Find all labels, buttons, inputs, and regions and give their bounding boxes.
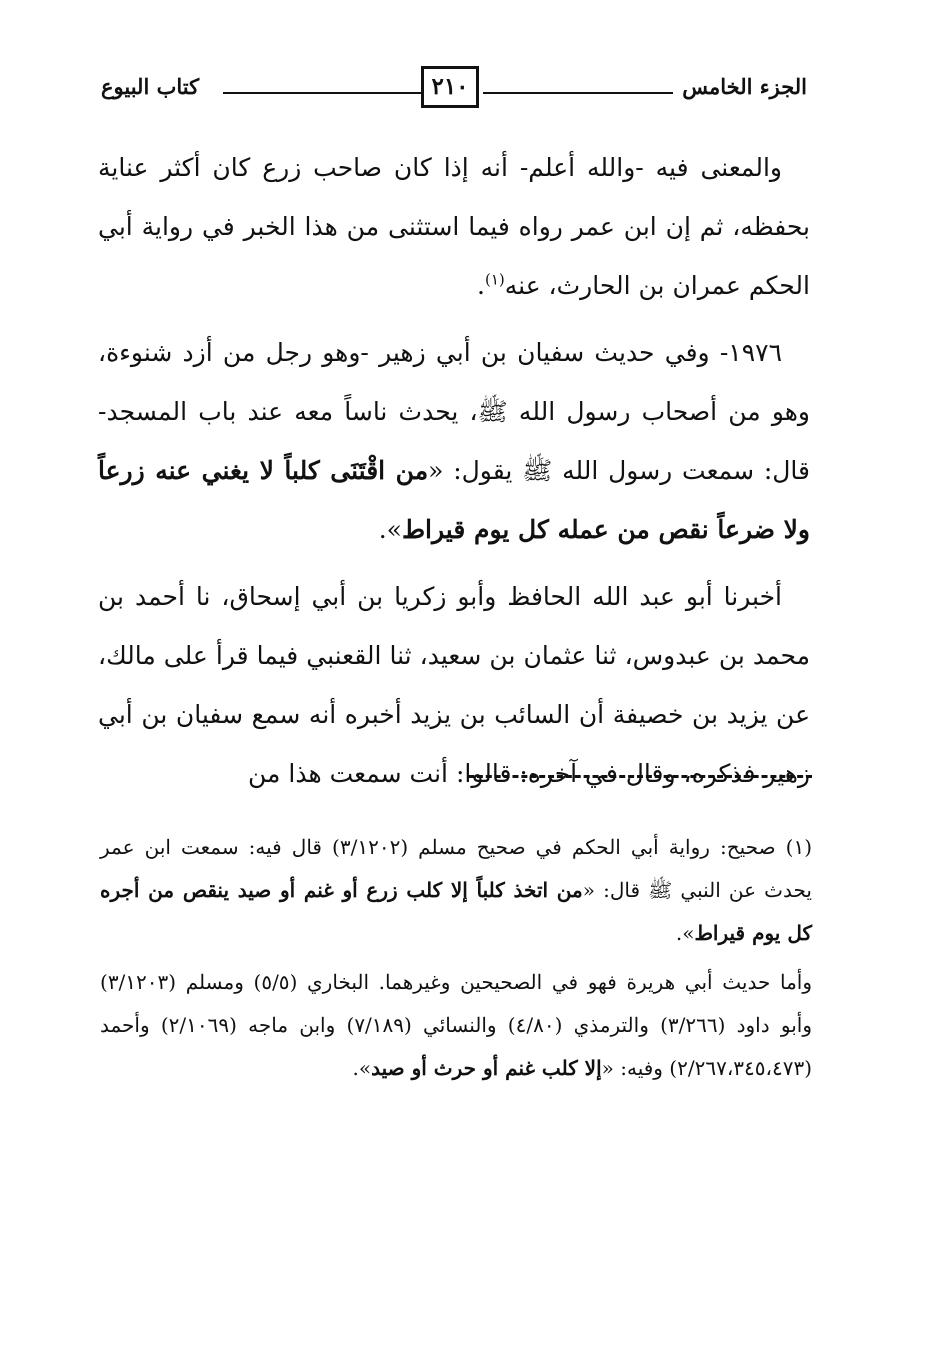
footnote-separator <box>468 775 812 778</box>
book-title: كتاب البيوع <box>101 74 200 99</box>
footnote-ref-1: (١) <box>484 270 505 289</box>
footnote-1-end: ». <box>675 921 695 945</box>
footnote-1-continued <box>100 961 812 1090</box>
header-rule-left <box>223 92 423 94</box>
footnote-2-end: ». <box>352 1056 372 1080</box>
footnote-1 <box>100 826 812 955</box>
hadith-1976-intro: ١٩٧٦- وفي حديث سفيان بن أبي زهير -وهو رجل من أزد شنوءة، وهو من أصحاب رسول الله ﷺ، يحدث ناساً معه عند باب المسجد- قال: سمعت رسول الله ﷺ يقول: « <box>98 338 810 485</box>
volume-title: الجزء الخامس <box>682 74 807 99</box>
main-text <box>98 138 810 803</box>
page-number-box: ٢١٠ <box>421 66 479 108</box>
footnote-2-quote: إلا كلب غنم أو حرث أو صيد <box>371 1056 602 1080</box>
paragraph-1976 <box>98 323 810 559</box>
running-header <box>95 66 815 116</box>
header-rule-right <box>483 92 673 94</box>
footnotes <box>100 826 812 1090</box>
paragraph-1-end: . <box>477 271 485 300</box>
hadith-1976-end: ». <box>378 515 402 544</box>
footnote-1-quote: من اتخذ كلباً إلا كلب زرع أو غنم أو صيد ينقص من أجره كل يوم قيراط <box>100 878 812 945</box>
paragraph-1-text: والمعنى فيه -والله أعلم- أنه إذا كان صاحب زرع كان أكثر عناية بحفظه، ثم إن ابن عمر رواه فيما استثنى من هذا الخبر في رواية أبي الحكم عمران بن الحارث، عنه <box>98 153 810 300</box>
hadith-1976-quote: من اقْتَنَى كلباً لا يغني عنه زرعاً ولا ضرعاً نقص من عمله كل يوم قيراط <box>98 456 810 544</box>
footnote-2-text: وأما حديث أبي هريرة فهو في الصحيحين وغيرهما. البخاري (٥/٥) ومسلم (٣/١٢٠٣) وأبو داود (٣/٢٦٦) والترمذي (٤/٨٠) والنسائي (٧/١٨٩) وابن ماجه (٢/١٠٦٩) وأحمد (٢/٢٦٧،٣٤٥،٤٧٣) وفيه: « <box>100 970 812 1080</box>
paragraph-isnad: أخبرنا أبو عبد الله الحافظ وأبو زكريا بن أبي إسحاق، نا أحمد بن محمد بن عبدوس، ثنا عثمان بن سعيد، ثنا القعنبي فيما قرأ على مالك، عن يزيد بن خصيفة أن السائب بن يزيد أخبره أنه سمع سفيان بن أبي زهير فذكره، وقال في آخره: قالوا: أنت سمعت هذا من <box>98 582 810 788</box>
paragraph-1 <box>98 138 810 315</box>
footnote-1-text: (١) صحيح: رواية أبي الحكم في صحيح مسلم (٣/١٢٠٢) قال فيه: سمعت ابن عمر يحدث عن النبي ﷺ قال: « <box>100 835 812 902</box>
